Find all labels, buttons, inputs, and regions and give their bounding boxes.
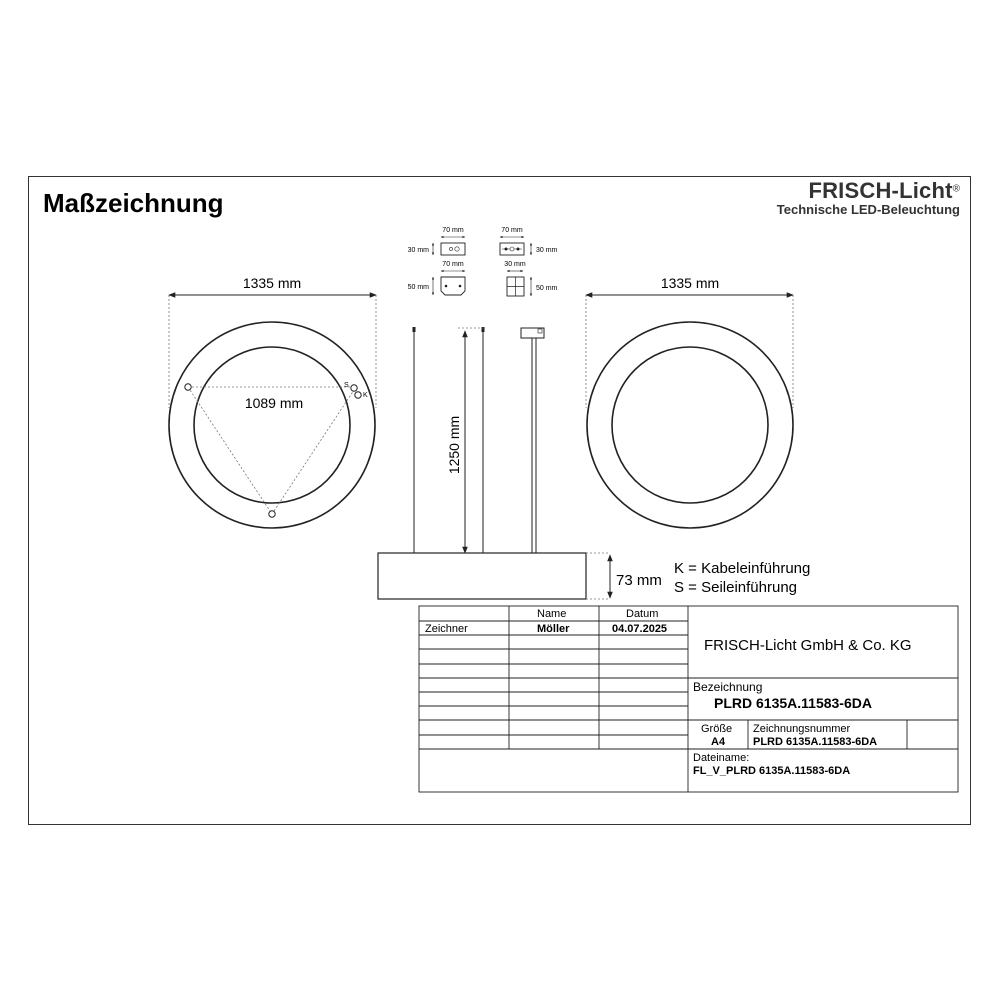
- marker-s: S: [344, 382, 349, 389]
- tb-filename-label: Dateiname:: [693, 752, 750, 764]
- tb-header-date: Datum: [626, 608, 659, 620]
- detail-b-width: 70 mm: [442, 261, 464, 268]
- tb-row-label: Zeichner: [425, 623, 468, 635]
- tb-header-name: Name: [537, 608, 567, 620]
- legend-rope-entry: S = Seileinführung: [674, 579, 798, 596]
- outer-ring: [169, 322, 375, 528]
- tb-designation-value: PLRD 6135A.11583-6DA: [714, 695, 872, 711]
- luminaire-body: [378, 553, 586, 599]
- brand-registered-mark: ®: [952, 183, 960, 195]
- tb-designation-label: Bezeichnung: [693, 680, 763, 694]
- dim-outer-right: 1335 mm: [660, 275, 720, 291]
- top-view-left: [169, 275, 376, 528]
- detail-a-box: [441, 243, 465, 255]
- tb-company: FRISCH-Licht GmbH & Co. KG: [704, 637, 912, 654]
- tb-size-value: A4: [711, 736, 726, 748]
- page-title: Maßzeichnung: [43, 188, 224, 218]
- inner-ring: [612, 347, 768, 503]
- detail-d-height: 50 mm: [536, 285, 558, 292]
- brand-tagline: Technische LED-Beleuchtung: [776, 202, 960, 217]
- dim-suspension: 1250 mm: [446, 415, 462, 475]
- detail-views: [408, 227, 558, 296]
- detail-b-screw-2: [459, 285, 462, 288]
- title-block-border: [419, 606, 958, 792]
- detail-b-screw: [445, 285, 448, 288]
- dim-inner: 1089 mm: [244, 395, 304, 411]
- cable-point-bottom: [269, 511, 275, 517]
- dim-height: 73 mm: [616, 572, 662, 589]
- tb-size-label: Größe: [701, 723, 733, 735]
- detail-c-hole-2: [510, 247, 514, 251]
- dim-outer-left: 1335 mm: [242, 275, 302, 291]
- tb-drawing-number-label: Zeichnungsnummer: [753, 723, 851, 735]
- cable-entry-marker: [355, 392, 361, 398]
- detail-d-width: 30 mm: [504, 261, 526, 268]
- cable-point-left: [185, 384, 191, 390]
- title-block-grid: [419, 606, 958, 792]
- legend-cable-entry: K = Kabeleinführung: [674, 560, 811, 577]
- tb-drawing-number-value: PLRD 6135A.11583-6DA: [753, 736, 878, 748]
- brand-name: FRISCH-Licht: [808, 178, 953, 203]
- marker-k: K: [363, 392, 368, 399]
- tb-drafter-name: Möller: [537, 623, 570, 635]
- detail-a-height: 30 mm: [407, 247, 429, 254]
- detail-a-width: 70 mm: [442, 227, 464, 234]
- detail-b-height: 50 mm: [407, 284, 429, 291]
- outer-ring: [587, 322, 793, 528]
- detail-b-box: [441, 277, 465, 295]
- ceiling-anchor-left: [413, 327, 416, 332]
- tb-drafter-date: 04.07.2025: [612, 623, 668, 635]
- detail-c-width: 70 mm: [501, 227, 523, 234]
- detail-c-height: 30 mm: [536, 247, 558, 254]
- top-view-right: [586, 275, 793, 528]
- tb-filename-value: FL_V_PLRD 6135A.11583-6DA: [693, 765, 851, 777]
- detail-c-hole: [505, 248, 508, 251]
- detail-c-hole-3: [517, 248, 520, 251]
- inner-ring: [194, 347, 350, 503]
- rope-entry-marker: [351, 385, 357, 391]
